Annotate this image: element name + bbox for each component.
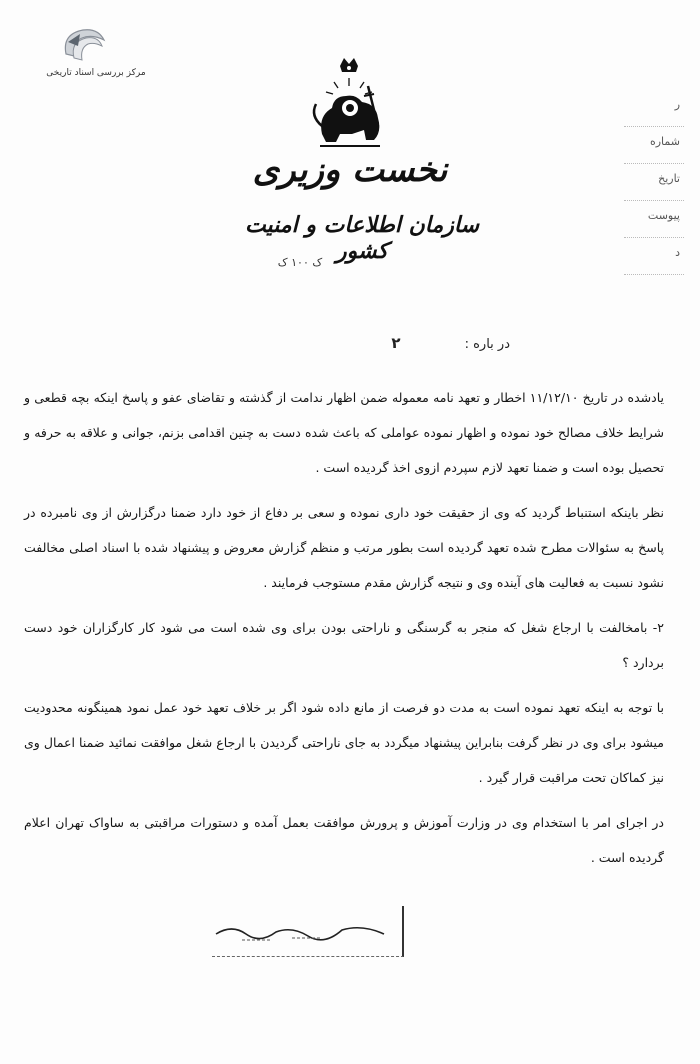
subject-line [360,334,510,352]
body-paragraph: در اجرای امر با استخدام وی در وزارت آموزش و پرورش موافقت بعمل آمده و دستورات مراقبتی به ساواک تهران اعلام گردیده است . [24,815,664,865]
body-paragraph: با توجه به اینکه تعهد نموده است به مدت دو فرصت از مانع داده شود اگر بر خلاف تعهد خود عمل نمود همینگونه محدودیت میشود برای وی در نظر گرفت بنابراین پیشنهاد میگردد به جای ناراحتی گردیدن با ارجاع شغل موافقت نمائید ضمنا اعمال وی نیز کماکان تحت مراقبت قرار گیرد . [24,700,664,785]
body-paragraph: ۲- بامخالفت با ارجاع شغل که منجر به گرسنگی و ناراحتی بودن برای وی شده است می شود کار کارگزاران خود دست بردارد ؟ [24,620,664,670]
meta-label: پیوست [624,209,684,238]
meta-labels [624,98,684,283]
subject-number: ۲ [391,334,401,352]
archive-name: مرکز بررسی اسناد تاریخی [46,68,146,78]
meta-label: شماره [624,135,684,164]
meta-label: ر [624,98,684,127]
signature-icon [212,916,392,946]
body-paragraph: یادشده در تاریخ ۱۱/۱۲/۱۰ اخطار و تعهد نامه معموله ضمن اظهار ندامت از گذشته و تقاضای عفو و پاسخ اینکه بچه قطعی و شرایط خلاف مصالح خود نموده و اظهار نموده عواملی که باعث شده دست به چنین اقدامی بزنم، جوانی و علاقه به حرفه و تحصیل بوده است و ضمنا تعهد لازم سپردم ازوی اخذ گردیده است . [24,390,664,475]
letter-body [24,380,664,885]
organization-name: سازمان اطلاعات و امنیت کشور [244,212,480,264]
meta-label: د [624,246,684,275]
archive-logo [36,24,156,84]
subject-label: در باره : [464,337,510,352]
body-paragraph: نظر باینکه استنباط گردید که وی از حقیقت خود داری نموده و سعی بر دفاع از خود دارد ضمنا درگزارش از وی نامبرده در پاسخ به سئوالات مطرح شده تعهد گردیده است بطور مرتب و منظم گزارش معروض و پیشنهاد شده با اسناد اصلی مخالفت نشود نسبت به فعالیت های آینده وی و نتیجه گزارش مقدم مستوجب فرمایند . [24,505,664,590]
meta-label: تاریخ [624,172,684,201]
office-title: نخست وزیری [252,150,448,190]
signature-stamp [212,906,404,957]
lion-and-sun-emblem-icon [304,56,394,156]
reference-code: ک ۱۰۰ ک [277,256,323,269]
archive-emblem-icon [58,24,108,66]
